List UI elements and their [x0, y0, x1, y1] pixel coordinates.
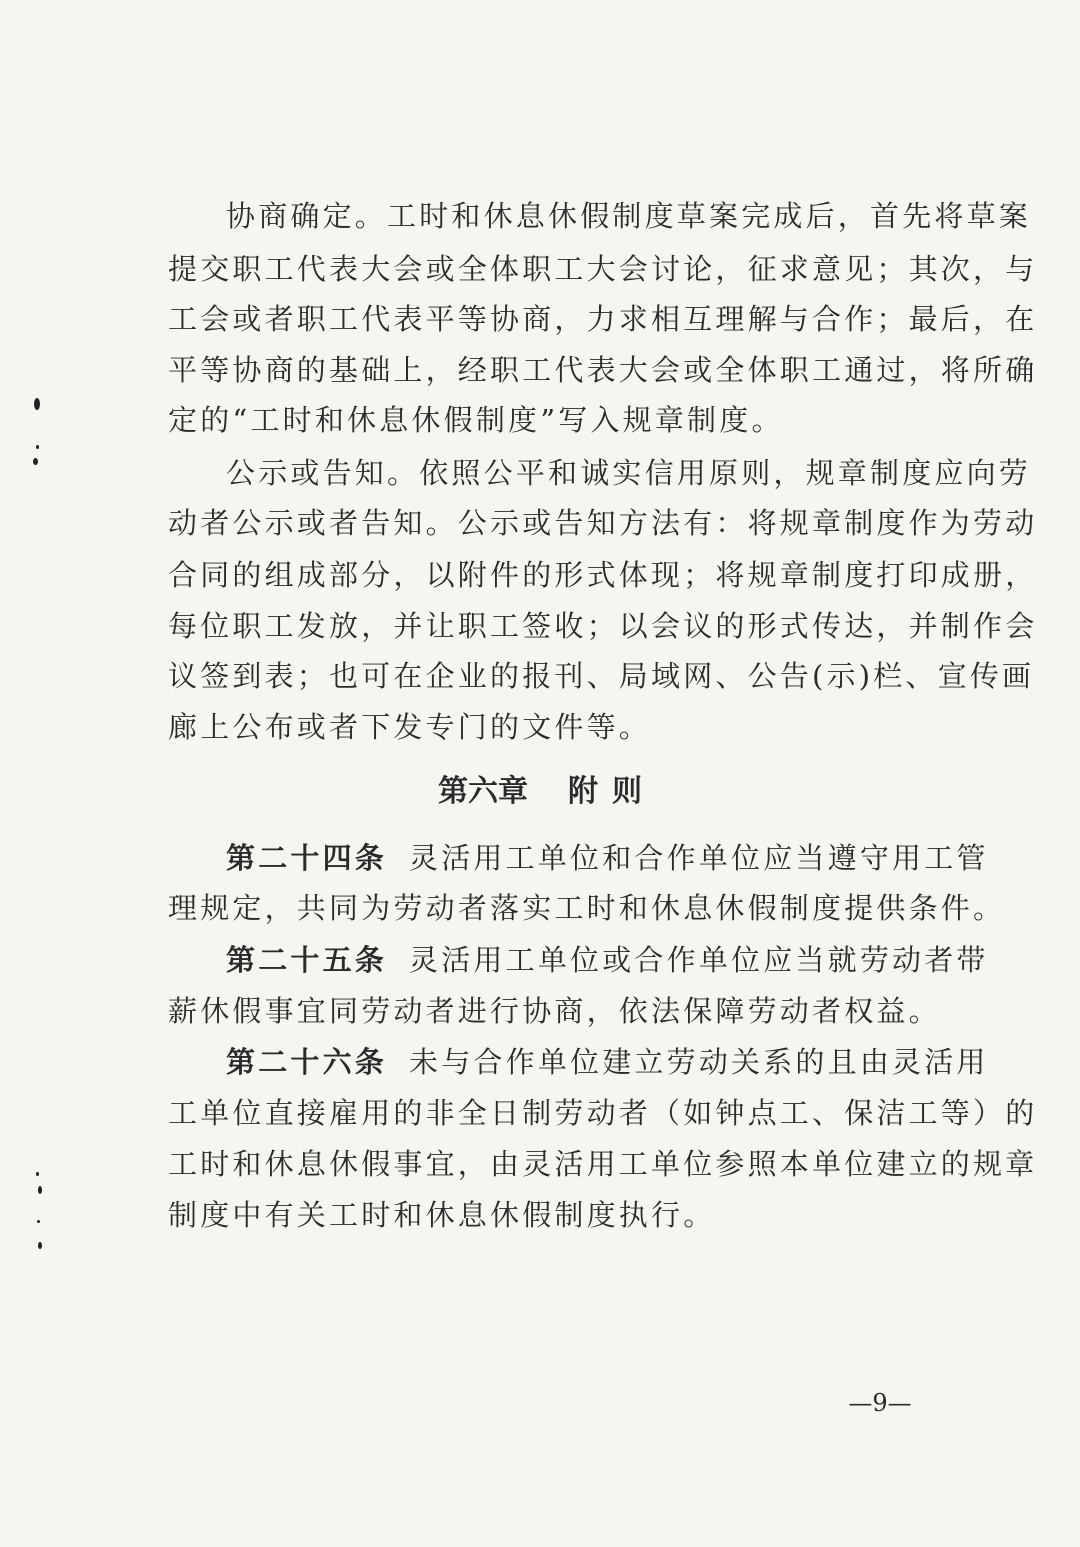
- page-number: —9—: [848, 1389, 912, 1417]
- chapter-title-part: 附: [568, 774, 598, 809]
- paragraph-line: 定的“工时和休息休假制度”写入规章制度。: [168, 403, 784, 437]
- article-25-first-line: [226, 940, 989, 980]
- margin-speck: [36, 445, 39, 449]
- article-text: 未与合作单位建立劳动关系的且由灵活用: [409, 1045, 989, 1079]
- paragraph-line: 公示或告知。依照公平和诚实信用原则，规章制度应向劳: [226, 456, 1032, 490]
- margin-speck: [38, 1242, 42, 1249]
- paragraph-line: 每位职工发放，并让职工签收；以会议的形式传达，并制作会: [168, 609, 1038, 643]
- paragraph-line: 制度中有关工时和休息休假制度执行。: [168, 1198, 716, 1232]
- article-label: 第二十五条: [226, 943, 388, 977]
- article-label: 第二十四条: [226, 841, 388, 875]
- paragraph-line: 工时和休息休假事宜，由灵活用工单位参照本单位建立的规章: [168, 1147, 1038, 1181]
- chapter-title-part: 则: [612, 774, 642, 809]
- article-26-first-line: [226, 1042, 989, 1082]
- article-24-first-line: [226, 838, 989, 878]
- paragraph-line: 理规定，共同为劳动者落实工时和休息休假制度提供条件。: [168, 891, 1006, 925]
- paragraph-line: 廊上公布或者下发专门的文件等。: [168, 710, 652, 744]
- margin-speck: [37, 1220, 40, 1223]
- paragraph-line: 议签到表；也可在企业的报刊、局域网、公告(示)栏、宣传画: [168, 659, 1035, 693]
- margin-speck: [33, 458, 38, 465]
- article-text: 灵活用工单位和合作单位应当遵守用工管: [409, 841, 989, 875]
- paragraph-line: 平等协商的基础上，经职工代表大会或全体职工通过，将所确: [168, 353, 1038, 387]
- margin-speck: [34, 398, 40, 410]
- paragraph-line: 动者公示或者告知。公示或告知方法有：将规章制度作为劳动: [168, 506, 1038, 540]
- article-text: 灵活用工单位或合作单位应当就劳动者带: [409, 943, 989, 977]
- paragraph-line: 协商确定。工时和休息休假制度草案完成后，首先将草案: [226, 199, 1032, 233]
- paragraph-line: 工单位直接雇用的非全日制劳动者（如钟点工、保洁工等）的: [168, 1096, 1038, 1130]
- paragraph-line: 薪休假事宜同劳动者进行协商，依法保障劳动者权益。: [168, 994, 941, 1028]
- article-label: 第二十六条: [226, 1045, 388, 1079]
- chapter-number: 第六章: [438, 774, 528, 809]
- paragraph-line: 合同的组成部分，以附件的形式体现；将规章制度打印成册，: [168, 558, 1038, 592]
- margin-speck: [38, 1186, 42, 1194]
- paragraph-line: 工会或者职工代表平等协商，力求相互理解与合作；最后，在: [168, 302, 1038, 336]
- paragraph-line: 提交职工代表大会或全体职工大会讨论，征求意见；其次，与: [168, 252, 1038, 286]
- chapter-heading: [0, 770, 1080, 814]
- margin-speck: [36, 1172, 39, 1176]
